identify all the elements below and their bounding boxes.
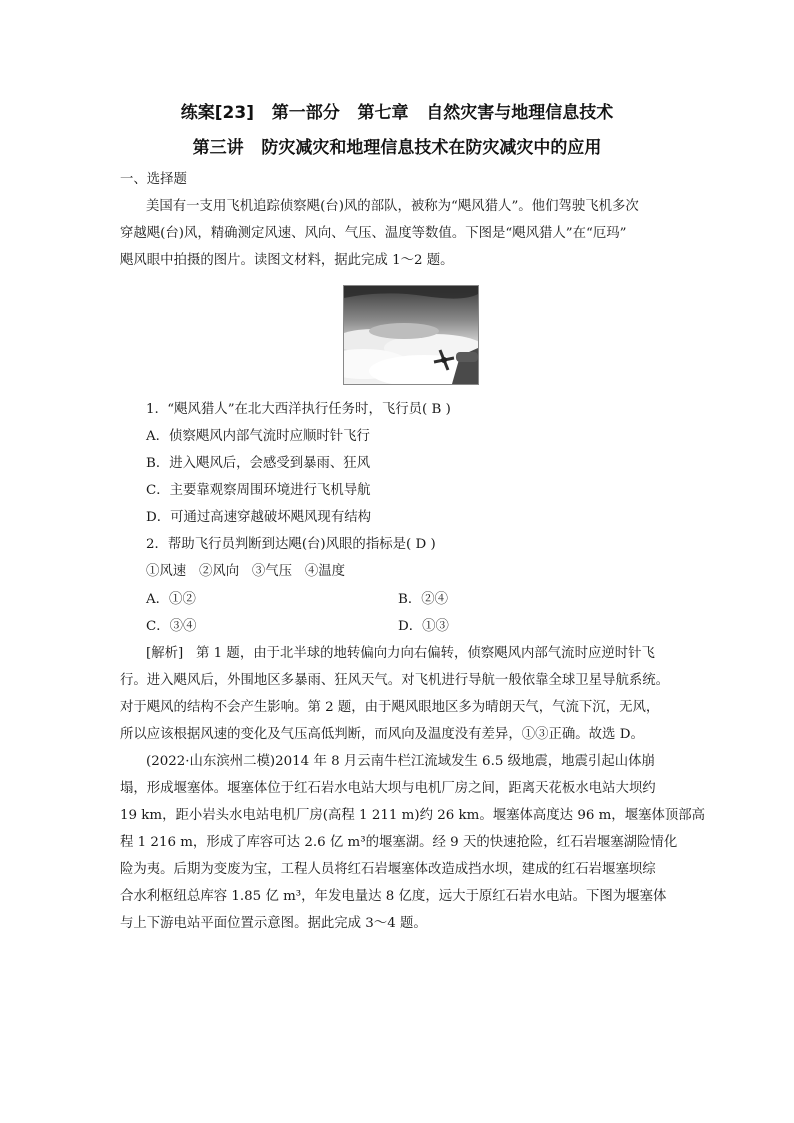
passage1-line: 美国有一支用飞机追踪侦察飓(台)风的部队，被称为“飓风猎人”。他们驾驶飞机多次 <box>146 199 639 214</box>
analysis-line: 对于飓风的结构不会产生影响。第 2 题，由于飓风眼地区多为晴朗天气，气流下沉，无风， <box>120 700 660 715</box>
question-1-option-c: C．主要靠观察周围环境进行飞机导航 <box>146 483 371 498</box>
question-2-option-c: C．③④ <box>146 619 197 634</box>
analysis-line: 所以应该根据风速的变化及气压高低判断，而风向及温度没有差异，①③正确。故选 D。 <box>120 727 644 742</box>
question-2-stem: 2．帮助飞行员判断到达飓(台)风眼的指标是( D ) <box>146 537 436 552</box>
question-2-option-a: A．①② <box>146 592 196 607</box>
passage1-line: 飓风眼中拍摄的图片。读图文材料，据此完成 1～2 题。 <box>120 253 454 268</box>
section-heading: 一、选择题 <box>120 172 187 187</box>
question-1-option-a: A．侦察飓风内部气流时应顺时针飞行 <box>146 429 370 444</box>
document-title: 练案[23] 第一部分 第七章 自然灾害与地理信息技术 <box>180 103 614 123</box>
document-subtitle: 第三讲 防灾减灾和地理信息技术在防灾减灾中的应用 <box>192 138 602 158</box>
analysis-line: [解析] 第 1 题，由于北半球的地转偏向力向右偏转，侦察飓风内部气流时应逆时针飞 <box>146 646 655 661</box>
passage2-line: 合水利枢纽总库容 1.85 亿 m³，年发电量达 8 亿度，远大于原红石岩水电站。下图为堰塞体 <box>120 889 667 904</box>
question-1-option-d: D．可通过高速穿越破坏飓风现有结构 <box>146 510 371 525</box>
question-1-option-b: B．进入飓风后，会感受到暴雨、狂风 <box>146 456 371 471</box>
passage2-line: (2022·山东滨州二模)2014 年 8 月云南牛栏江流域发生 6.5 级地震，地震引起山体崩 <box>146 754 655 769</box>
passage2-line: 程 1 216 m，形成了库容可达 2.6 亿 m³的堰塞湖。经 9 天的快速抢险，红石岩堰塞湖险情化 <box>120 835 678 850</box>
passage2-line: 19 km，距小岩头水电站电机厂房(高程 1 211 m)约 26 km。堰塞体高度达 96 m，堰塞体顶部高 <box>120 808 706 823</box>
question-2-option-b: B．②④ <box>398 592 449 607</box>
question-2-option-d: D．①③ <box>398 619 449 634</box>
passage2-line: 塌，形成堰塞体。堰塞体位于红石岩水电站大坝与电机厂房之间，距离天花板水电站大坝约 <box>120 781 656 796</box>
passage1-line: 穿越飓(台)风，精确测定风速、风向、气压、温度等数值。下图是“飓风猎人”在“厄玛” <box>120 226 627 241</box>
question-1-stem: 1. “飓风猎人”在北大西洋执行任务时，飞行员( B ) <box>146 402 451 417</box>
hurricane-eye-photo <box>343 285 479 385</box>
passage2-line: 险为夷。后期为变废为宝，工程人员将红石岩堰塞体改造成挡水坝，建成的红石岩堰塞坝综 <box>120 862 656 877</box>
analysis-line: 行。进入飓风后，外围地区多暴雨、狂风天气。对飞机进行导航一般依靠全球卫星导航系统。 <box>120 673 670 688</box>
passage2-line: 与上下游电站平面位置示意图。据此完成 3～4 题。 <box>120 916 427 931</box>
question-2-items: ①风速 ②风向 ③气压 ④温度 <box>146 564 345 579</box>
